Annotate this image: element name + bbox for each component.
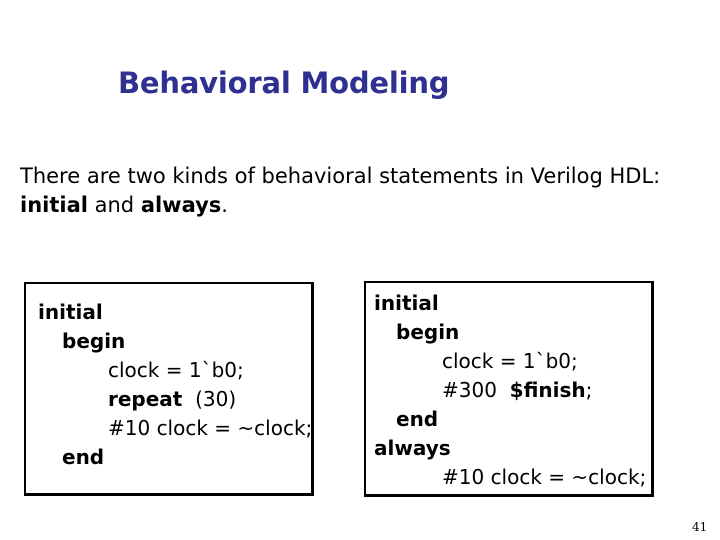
code-text: #300 [442,378,510,402]
intro-period: . [221,193,228,217]
page-number: 41 [692,520,708,534]
code-line: always [374,436,451,460]
intro-keyword-always: always [140,193,222,217]
code-line: begin [396,320,460,344]
right-code-box [364,281,654,497]
code-line: begin [62,329,126,353]
code-line: #10 clock = ~clock; [442,465,647,489]
left-code-box [24,282,314,496]
code-text: (30) [182,387,237,411]
code-line: clock = 1`b0; [442,349,578,373]
code-line: end [396,407,439,431]
code-line: end [62,445,105,469]
code-line: #10 clock = ~clock; [108,416,313,440]
code-line: clock = 1`b0; [108,358,244,382]
code-line [108,385,236,414]
intro-text: There are two kinds of behavioral statements in Verilog HDL: [20,164,661,188]
intro-paragraph [20,162,700,220]
code-line: initial [374,291,439,315]
code-keyword: $finish [509,378,586,402]
code-keyword: repeat [108,387,183,411]
code-text: ; [585,378,593,402]
slide-title: Behavioral Modeling [118,66,450,100]
intro-and: and [87,193,141,217]
intro-keyword-initial: initial [20,193,88,217]
code-line [442,376,592,405]
code-line: initial [38,300,103,324]
